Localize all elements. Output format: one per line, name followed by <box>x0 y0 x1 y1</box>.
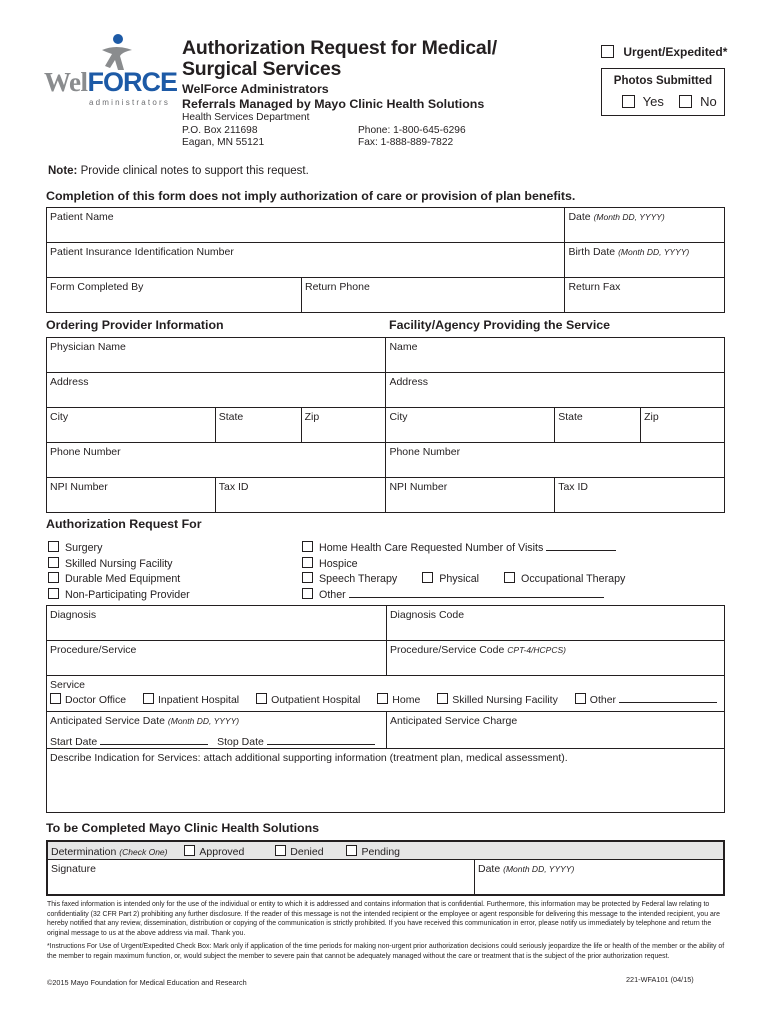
photos-yes-checkbox[interactable] <box>622 95 635 108</box>
surgery-checkbox[interactable] <box>48 541 59 552</box>
diagnosis-code-label: Diagnosis Code <box>389 609 465 621</box>
provider-city-label: City <box>50 411 69 423</box>
other-checkbox[interactable] <box>302 588 313 599</box>
stop-date-label: Stop Date <box>217 736 264 748</box>
pending-label: Pending <box>361 846 401 858</box>
provider-tax-id-label: Tax ID <box>218 481 249 493</box>
surgery-label: Surgery <box>65 542 103 554</box>
mayo-date-field[interactable] <box>475 860 723 894</box>
provider-city-field[interactable] <box>47 408 216 443</box>
return-fax-field[interactable] <box>565 278 725 313</box>
inpatient-checkbox[interactable] <box>143 693 154 704</box>
facility-address-field[interactable] <box>386 373 725 408</box>
provider-state-field[interactable] <box>215 408 301 443</box>
patient-name-label: Patient Name <box>50 211 114 223</box>
patient-info-table <box>46 207 725 313</box>
contact-numbers <box>358 125 466 150</box>
provider-zip-field[interactable] <box>301 408 386 443</box>
insurance-id-field[interactable] <box>47 243 565 278</box>
insurance-id-label: Patient Insurance Identification Number <box>50 246 234 258</box>
completed-by-label: Form Completed By <box>50 281 144 293</box>
auth-request-heading: Authorization Request For <box>46 517 202 531</box>
hospice-checkbox[interactable] <box>302 557 313 568</box>
confidentiality-disclaimer <box>47 900 725 962</box>
home-checkbox[interactable] <box>377 693 388 704</box>
logo-subtitle: administrators <box>89 98 171 107</box>
form-title-line1: Authorization Request for Medical/ <box>182 37 497 59</box>
photos-no-label: No <box>700 94 717 109</box>
speech-therapy-label: Speech Therapy <box>319 573 398 586</box>
snf-checkbox[interactable] <box>48 557 59 568</box>
nonpar-checkbox[interactable] <box>48 588 59 599</box>
facility-name-label: Name <box>389 341 418 353</box>
facility-address-label: Address <box>389 376 428 388</box>
provider-tax-id-field[interactable] <box>215 478 386 513</box>
patient-name-field[interactable] <box>47 208 565 243</box>
anticipated-date-label: Anticipated Service Date <box>50 715 165 727</box>
physical-therapy-checkbox[interactable] <box>422 572 433 583</box>
speech-therapy-checkbox[interactable] <box>302 572 313 583</box>
service-other-input[interactable] <box>619 693 717 703</box>
completion-disclaimer: Completion of this form does not imply authorization of care or provision of plan benefits. <box>46 189 576 203</box>
form-title <box>182 38 542 80</box>
mayo-determination-box <box>46 840 725 896</box>
mayo-date-label: Date <box>478 863 501 875</box>
photos-options <box>622 94 717 109</box>
note-prefix: Note: <box>48 165 78 177</box>
doctor-office-checkbox[interactable] <box>50 693 61 704</box>
ordering-provider-heading: Ordering Provider Information <box>46 318 224 332</box>
return-phone-label: Return Phone <box>305 281 370 293</box>
org-managed-by: Referrals Managed by Mayo Clinic Health Solutions <box>182 97 485 111</box>
facility-zip-field[interactable] <box>641 408 725 443</box>
auth-option-other[interactable] <box>302 588 625 604</box>
birth-date-format-hint: (Month DD, YYYY) <box>618 247 690 257</box>
auth-left-checklist <box>48 541 190 603</box>
note-line <box>48 165 309 177</box>
provider-address-label: Address <box>50 376 89 388</box>
physician-name-field[interactable] <box>47 338 386 373</box>
auth-option-therapy <box>302 572 625 588</box>
phone-number: Phone: 1-800-645-6296 <box>358 124 466 136</box>
procedure-code-label: Procedure/Service Code <box>389 644 505 656</box>
facility-name-field[interactable] <box>386 338 725 373</box>
facility-city-field[interactable] <box>386 408 555 443</box>
diagnosis-label: Diagnosis <box>50 609 97 621</box>
birth-date-field[interactable] <box>565 243 725 278</box>
service-options <box>50 693 721 706</box>
auth-option-hospice[interactable] <box>302 557 625 573</box>
photos-yes-label: Yes <box>642 94 664 109</box>
return-fax-label: Return Fax <box>568 281 621 293</box>
outpatient-label: Outpatient Hospital <box>271 694 361 706</box>
other-input[interactable] <box>349 588 604 598</box>
org-heading <box>182 82 484 112</box>
occupational-therapy-checkbox[interactable] <box>504 572 515 583</box>
provider-phone-field[interactable] <box>47 443 386 478</box>
facility-heading: Facility/Agency Providing the Service <box>389 318 611 332</box>
stop-date-input[interactable] <box>267 735 375 745</box>
facility-state-label: State <box>558 411 583 423</box>
home-label: Home <box>392 694 421 706</box>
pending-checkbox[interactable] <box>346 845 357 856</box>
determination-label: Determination <box>51 846 117 858</box>
denied-label: Denied <box>290 846 324 858</box>
facility-state-field[interactable] <box>555 408 641 443</box>
describe-indication-field[interactable] <box>47 749 725 813</box>
facility-tax-id-field[interactable] <box>555 478 725 513</box>
urgent-label: Urgent/Expedited* <box>623 45 728 59</box>
signature-field[interactable] <box>48 860 475 894</box>
procedure-code-hint: CPT-4/HCPCS) <box>507 645 566 655</box>
start-date-label: Start Date <box>50 736 98 748</box>
facility-npi-field[interactable] <box>386 478 555 513</box>
birth-date-label: Birth Date <box>568 246 616 258</box>
note-text: Provide clinical notes to support this request. <box>80 165 309 177</box>
occupational-therapy-label: Occupational Therapy <box>521 573 626 586</box>
anticipated-date-field <box>47 712 387 749</box>
service-field <box>47 676 725 712</box>
mayo-date-hint: (Month DD, YYYY) <box>503 864 575 874</box>
photos-no-checkbox[interactable] <box>679 95 692 108</box>
provider-address-field[interactable] <box>47 373 386 408</box>
date-label: Date <box>568 211 591 223</box>
provider-phone-label: Phone Number <box>50 446 121 458</box>
signature-label: Signature <box>51 863 96 875</box>
completed-by-field[interactable] <box>47 278 302 313</box>
anticipated-charge-field[interactable] <box>386 712 724 749</box>
snf-label: Skilled Nursing Facility <box>65 557 173 570</box>
person-figure-icon <box>96 32 136 72</box>
provider-state-label: State <box>218 411 244 423</box>
provider-zip-label: Zip <box>304 411 320 423</box>
start-date-input[interactable] <box>100 735 208 745</box>
provider-npi-field[interactable] <box>47 478 216 513</box>
facility-npi-label: NPI Number <box>389 481 448 493</box>
doctor-office-label: Doctor Office <box>65 694 127 706</box>
urgent-option <box>601 45 727 59</box>
confidentiality-text: This faxed information is intended only for the use of the individual or entity to which it is addressed and contains information that is confidential. Furthermore, this information may be protected by Federal law relating to confidentiality (32 CFR Part 2) prohibiting any further disclosure. If the reader of this message is not the intended recipient or the employee or agent responsible for delivering this message to the intended recipient, you are hereby notified that any review, dissemination, distribution or copying of the communication is strictly prohibited. If you have received this communication in error, please notify us immediately by telephone and return the original message to us at the above address via mail. Thank you. <box>47 901 720 937</box>
date-field[interactable] <box>565 208 725 243</box>
photos-submitted-label: Photos Submitted <box>613 75 713 87</box>
auth-option-nonpar[interactable] <box>48 588 190 604</box>
dept-name: Health Services Department <box>182 112 310 123</box>
facility-tax-id-label: Tax ID <box>558 481 588 493</box>
check-one-hint: (Check One) <box>119 847 168 857</box>
dme-label: Durable Med Equipment <box>65 573 181 586</box>
logo-force-text: FORCE <box>87 67 177 97</box>
denied-checkbox[interactable] <box>275 845 286 856</box>
nonpar-label: Non-Participating Provider <box>65 588 190 601</box>
home-health-label: Home Health Care Requested Number of Visits <box>319 542 544 554</box>
facility-phone-label: Phone Number <box>389 446 461 458</box>
other-label: Other <box>319 588 346 601</box>
procedure-code-field[interactable] <box>386 641 724 676</box>
form-title-line2: Surgical Services <box>182 58 342 80</box>
logo-wordmark <box>44 68 177 96</box>
hospice-label: Hospice <box>319 557 358 570</box>
outpatient-checkbox[interactable] <box>256 693 267 704</box>
provider-table <box>46 337 725 513</box>
po-box: P.O. Box 211698 <box>182 124 258 136</box>
welforce-logo <box>44 32 177 107</box>
fax-number: Fax: 1-888-889-7822 <box>358 137 454 148</box>
service-other-checkbox[interactable] <box>575 693 586 704</box>
diagnosis-field[interactable] <box>47 606 387 641</box>
diagnosis-table <box>46 605 725 813</box>
procedure-field[interactable] <box>47 641 387 676</box>
start-stop-dates <box>50 735 383 748</box>
urgent-instructions: *Instructions For Use of Urgent/Expedited Check Box: Mark only if application of the time periods for making non-urgent prior authorization decisions could seriously jeopardize the life or health of the member or the ability of the member to regain maximum function, or, would subject the member to severe pain that cannot be adequately managed without the care or treatment that is the subject of the prior authorization request. <box>47 943 725 960</box>
inpatient-label: Inpatient Hospital <box>158 694 240 706</box>
anticipated-date-hint: (Month DD, YYYY) <box>167 716 240 726</box>
auth-option-dme[interactable] <box>48 572 190 588</box>
diagnosis-code-field[interactable] <box>386 606 724 641</box>
approved-checkbox[interactable] <box>184 845 195 856</box>
logo-wel-text: Wel <box>44 67 88 97</box>
return-phone-field[interactable] <box>302 278 565 313</box>
date-format-hint: (Month DD, YYYY) <box>593 212 665 222</box>
determination-row <box>48 842 723 860</box>
dme-checkbox[interactable] <box>48 572 59 583</box>
urgent-checkbox[interactable] <box>601 45 614 58</box>
city-state-zip: Eagan, MN 55121 <box>182 137 265 148</box>
auth-right-checklist <box>302 541 625 603</box>
org-name: WelForce Administrators <box>182 82 329 96</box>
service-other-label: Other <box>589 694 617 706</box>
auth-option-home-health[interactable] <box>302 541 625 557</box>
procedure-label: Procedure/Service <box>50 644 137 656</box>
form-code: 221-WFA101 (04/15) <box>626 975 694 984</box>
mayo-section-heading: To be Completed Mayo Clinic Health Solutions <box>46 821 320 835</box>
visits-input[interactable] <box>546 541 616 551</box>
provider-npi-label: NPI Number <box>50 481 108 493</box>
facility-city-label: City <box>389 411 408 423</box>
copyright-notice: ©2015 Mayo Foundation for Medical Education and Research <box>47 978 247 987</box>
photos-submitted-box <box>601 68 725 116</box>
facility-zip-label: Zip <box>644 411 659 423</box>
physical-therapy-label: Physical <box>439 573 480 586</box>
describe-indication-label: Describe Indication for Services: attach additional supporting information (treatment plan, medical assessment). <box>50 752 568 764</box>
physician-name-label: Physician Name <box>50 341 126 353</box>
auth-option-snf[interactable] <box>48 557 190 573</box>
auth-option-surgery[interactable] <box>48 541 190 557</box>
service-snf-label: Skilled Nursing Facility <box>452 694 558 706</box>
service-label: Service <box>50 679 86 691</box>
approved-label: Approved <box>199 846 245 858</box>
home-health-checkbox[interactable] <box>302 541 313 552</box>
determination-options <box>51 845 400 858</box>
mailing-address <box>182 112 309 150</box>
anticipated-charge-label: Anticipated Service Charge <box>389 715 518 727</box>
facility-phone-field[interactable] <box>386 443 725 478</box>
service-snf-checkbox[interactable] <box>437 693 448 704</box>
